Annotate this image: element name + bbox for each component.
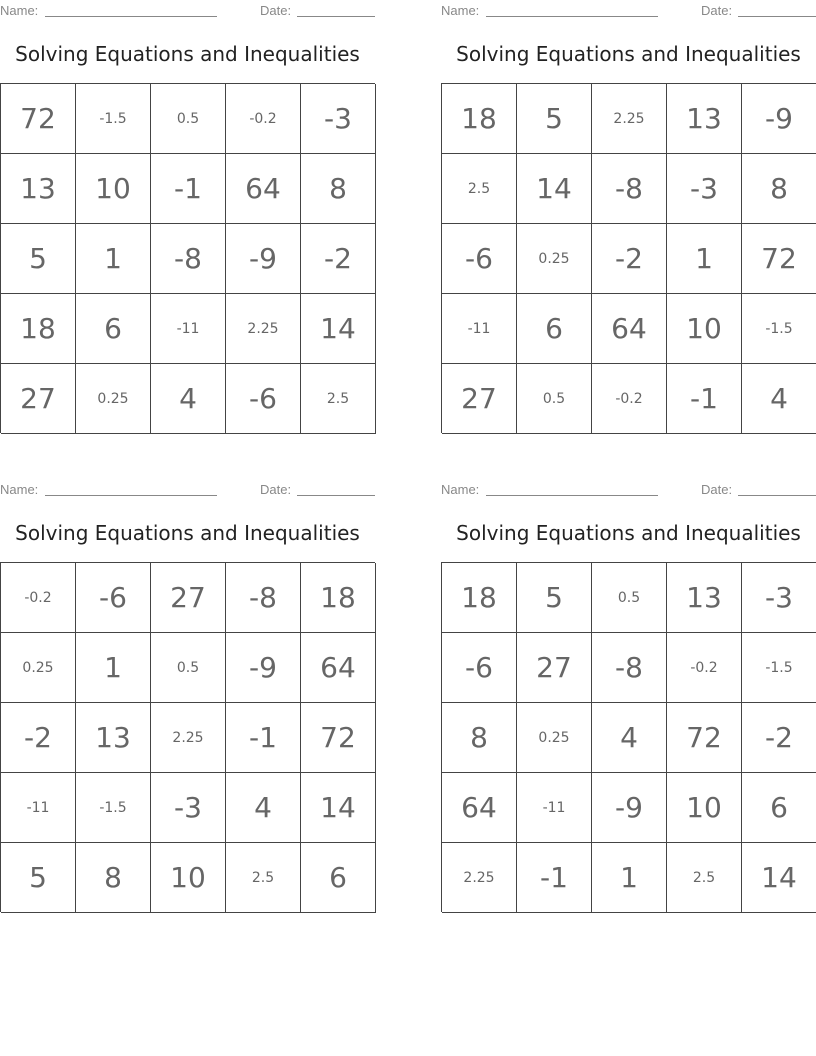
grid-cell: 0.5 <box>151 84 226 154</box>
grid-cell: 2.5 <box>226 843 301 913</box>
grid-cell: 2.25 <box>592 84 667 154</box>
grid-cell: 5 <box>517 84 592 154</box>
bingo-grid <box>441 562 816 912</box>
grid-cell: -3 <box>667 154 742 224</box>
grid-cell: 0.25 <box>517 703 592 773</box>
grid-cell: 13 <box>1 154 76 224</box>
grid-cell: -6 <box>442 633 517 703</box>
grid-cell: 1 <box>76 224 151 294</box>
bingo-card-3 <box>0 479 375 894</box>
grid-cell: 72 <box>301 703 376 773</box>
grid-cell: -2 <box>301 224 376 294</box>
grid-cell: 10 <box>667 773 742 843</box>
date-field-line[interactable] <box>297 495 375 496</box>
grid-cell: 72 <box>667 703 742 773</box>
grid-cell: 18 <box>1 294 76 364</box>
grid-cell: 2.5 <box>667 843 742 913</box>
bingo-card-2 <box>441 0 816 415</box>
date-label: Date: <box>701 3 733 18</box>
grid-cell: -2 <box>1 703 76 773</box>
grid-cell: 10 <box>151 843 226 913</box>
grid-cell: 27 <box>517 633 592 703</box>
date-field-line[interactable] <box>738 495 816 496</box>
grid-cell: 5 <box>1 843 76 913</box>
name-field-line[interactable] <box>486 495 658 496</box>
grid-cell: 10 <box>76 154 151 224</box>
name-label: Name: <box>441 3 480 18</box>
bingo-grid <box>441 83 816 433</box>
grid-cell: 0.25 <box>517 224 592 294</box>
grid-cell: 2.25 <box>442 843 517 913</box>
grid-cell: 13 <box>667 563 742 633</box>
grid-cell: 0.5 <box>517 364 592 434</box>
card-header <box>441 0 816 22</box>
card-title: Solving Equations and Inequalities <box>456 42 801 66</box>
grid-cell: -1.5 <box>76 773 151 843</box>
date-label: Date: <box>701 482 733 497</box>
grid-cell: 4 <box>592 703 667 773</box>
grid-cell: 6 <box>76 294 151 364</box>
grid-cell: 18 <box>442 84 517 154</box>
grid-cell: -11 <box>1 773 76 843</box>
grid-cell: 6 <box>742 773 816 843</box>
grid-cell: 8 <box>76 843 151 913</box>
date-field-line[interactable] <box>297 16 375 17</box>
grid-cell: 0.25 <box>1 633 76 703</box>
grid-cell: 10 <box>667 294 742 364</box>
grid-cell: -11 <box>442 294 517 364</box>
grid-cell: -9 <box>742 84 816 154</box>
bingo-card-1 <box>0 0 375 415</box>
grid-cell: -8 <box>592 633 667 703</box>
name-label: Name: <box>0 482 39 497</box>
grid-cell: 0.5 <box>592 563 667 633</box>
card-header <box>441 479 816 501</box>
grid-cell: -3 <box>151 773 226 843</box>
grid-cell: 64 <box>301 633 376 703</box>
date-field-line[interactable] <box>738 16 816 17</box>
grid-cell: -11 <box>151 294 226 364</box>
name-label: Name: <box>0 3 39 18</box>
date-label: Date: <box>260 482 292 497</box>
name-field-line[interactable] <box>45 495 217 496</box>
grid-cell: 2.25 <box>151 703 226 773</box>
grid-cell: 6 <box>301 843 376 913</box>
grid-cell: 2.5 <box>442 154 517 224</box>
grid-cell: 6 <box>517 294 592 364</box>
grid-cell: 8 <box>742 154 816 224</box>
grid-cell: 18 <box>301 563 376 633</box>
grid-cell: -11 <box>517 773 592 843</box>
grid-cell: -1 <box>667 364 742 434</box>
grid-cell: 27 <box>1 364 76 434</box>
grid-cell: -6 <box>442 224 517 294</box>
grid-cell: 0.5 <box>151 633 226 703</box>
grid-cell: -0.2 <box>226 84 301 154</box>
grid-cell: -9 <box>226 224 301 294</box>
card-title: Solving Equations and Inequalities <box>15 521 360 545</box>
grid-cell: -0.2 <box>667 633 742 703</box>
card-title: Solving Equations and Inequalities <box>456 521 801 545</box>
bingo-grid <box>0 83 375 433</box>
card-header <box>0 0 375 22</box>
grid-cell: 27 <box>151 563 226 633</box>
grid-cell: 4 <box>226 773 301 843</box>
grid-cell: 13 <box>76 703 151 773</box>
bingo-grid <box>0 562 375 912</box>
grid-cell: 1 <box>76 633 151 703</box>
grid-cell: 14 <box>742 843 816 913</box>
grid-cell: 64 <box>442 773 517 843</box>
name-label: Name: <box>441 482 480 497</box>
grid-cell: -0.2 <box>592 364 667 434</box>
grid-cell: -1 <box>151 154 226 224</box>
date-label: Date: <box>260 3 292 18</box>
grid-cell: 1 <box>592 843 667 913</box>
grid-cell: 14 <box>301 773 376 843</box>
grid-cell: -1.5 <box>76 84 151 154</box>
grid-cell: 1 <box>667 224 742 294</box>
bingo-card-4 <box>441 479 816 894</box>
grid-cell: 27 <box>442 364 517 434</box>
grid-cell: -1.5 <box>742 294 816 364</box>
grid-cell: -1 <box>517 843 592 913</box>
grid-cell: 5 <box>517 563 592 633</box>
grid-cell: -8 <box>592 154 667 224</box>
grid-cell: -2 <box>592 224 667 294</box>
grid-cell: 72 <box>1 84 76 154</box>
grid-cell: 64 <box>226 154 301 224</box>
card-header <box>0 479 375 501</box>
card-title: Solving Equations and Inequalities <box>15 42 360 66</box>
grid-cell: 2.5 <box>301 364 376 434</box>
grid-cell: 14 <box>517 154 592 224</box>
grid-cell: -6 <box>76 563 151 633</box>
grid-cell: -8 <box>151 224 226 294</box>
grid-cell: 14 <box>301 294 376 364</box>
grid-cell: 4 <box>742 364 816 434</box>
grid-cell: -3 <box>742 563 816 633</box>
grid-cell: 72 <box>742 224 816 294</box>
grid-cell: -2 <box>742 703 816 773</box>
name-field-line[interactable] <box>45 16 217 17</box>
name-field-line[interactable] <box>486 16 658 17</box>
grid-cell: 5 <box>1 224 76 294</box>
grid-cell: 18 <box>442 563 517 633</box>
grid-cell: 2.25 <box>226 294 301 364</box>
grid-cell: -1 <box>226 703 301 773</box>
grid-cell: 8 <box>442 703 517 773</box>
grid-cell: 13 <box>667 84 742 154</box>
grid-cell: -9 <box>226 633 301 703</box>
grid-cell: -9 <box>592 773 667 843</box>
grid-cell: -8 <box>226 563 301 633</box>
grid-cell: 64 <box>592 294 667 364</box>
grid-cell: 4 <box>151 364 226 434</box>
grid-cell: -1.5 <box>742 633 816 703</box>
grid-cell: -0.2 <box>1 563 76 633</box>
grid-cell: -3 <box>301 84 376 154</box>
grid-cell: 8 <box>301 154 376 224</box>
grid-cell: -6 <box>226 364 301 434</box>
grid-cell: 0.25 <box>76 364 151 434</box>
